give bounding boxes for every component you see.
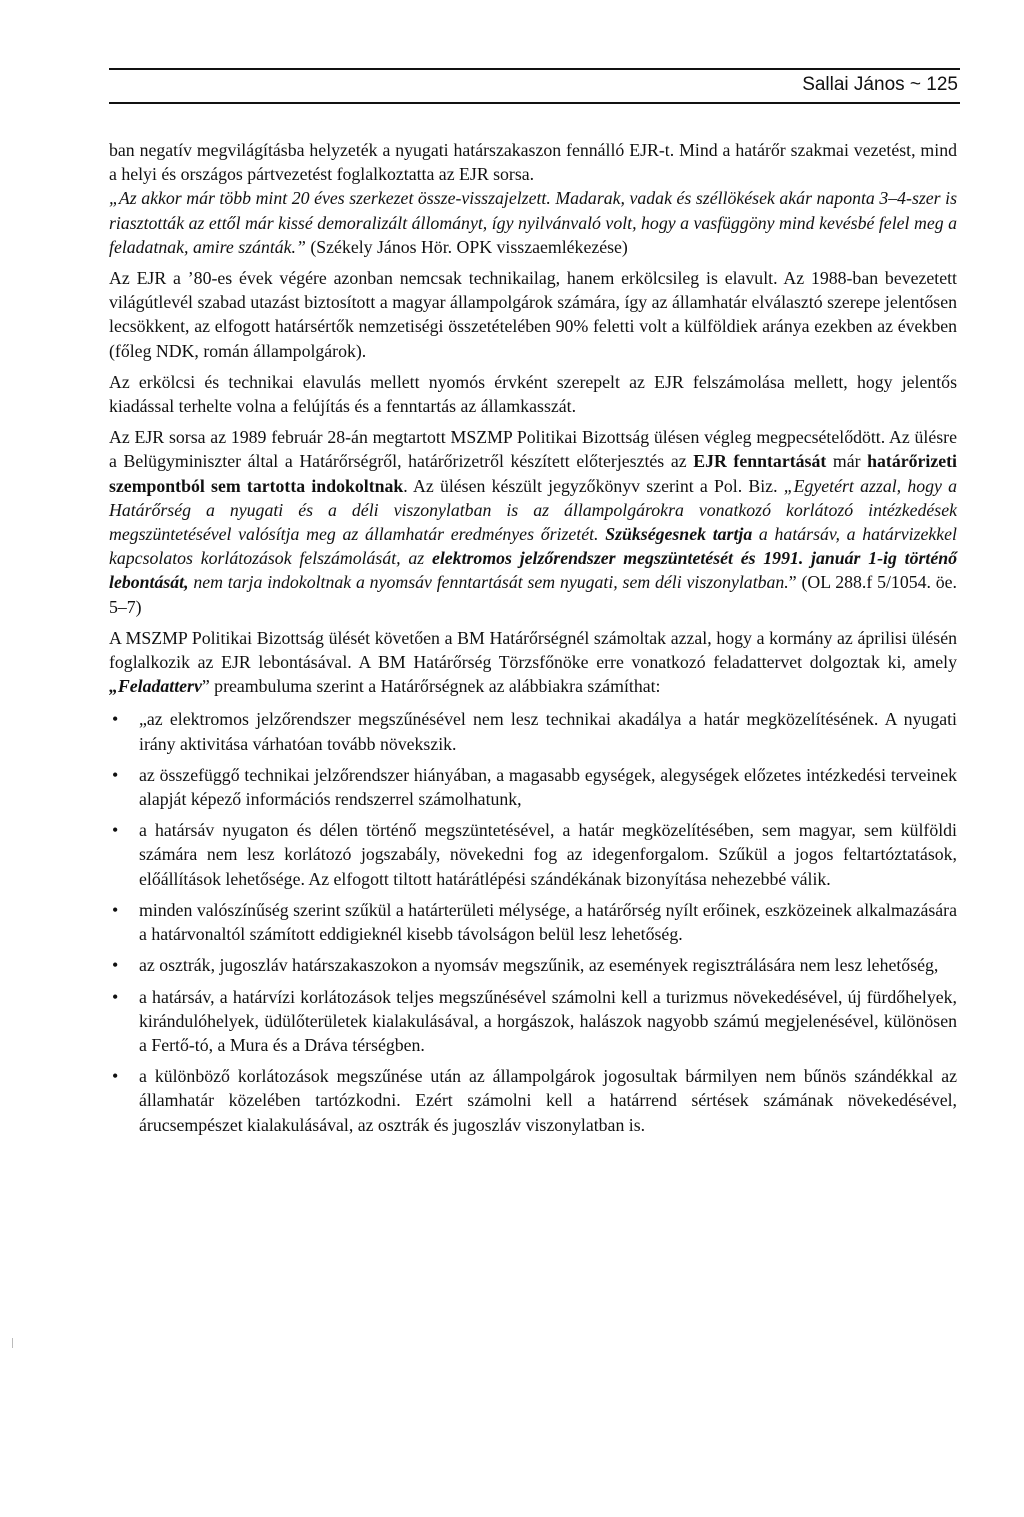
- p5-italic-3: nem tarja indokoltnak a nyomsáv fenntartását sem nyugati, sem déli viszonylatban.: [188, 572, 789, 593]
- header-rule-top: [109, 68, 960, 70]
- paragraph-6: [109, 626, 957, 699]
- bullet-icon: •: [112, 899, 119, 920]
- list-item: [109, 1064, 957, 1137]
- header-rule-bottom: [109, 102, 960, 104]
- paragraph-5: [109, 425, 957, 619]
- list-item: [109, 953, 957, 977]
- p5-italic-1: „Egyetért azzal, hogy a Határőrség a nyugati és a déli viszonylatban is az állampolgárokra vonatkozó korlátozó intézkedések megszüntetésével valósítja meg az államhatár eredményes őrizetét.: [109, 475, 957, 545]
- paragraph-1: ban negatív megvilágításba helyzeték a nyugati határszakaszon fennálló EJR-t. Mind a határőr szakmai vezetést, mind a helyi és országos pártvezetést foglalkoztatta az EJR sorsa.: [109, 140, 957, 185]
- quote-source: (Székely János Hör. OPK visszaemlékezése): [305, 236, 628, 257]
- p5-bold-1: EJR fenntartását: [693, 451, 827, 472]
- scan-edge-mark: [12, 1338, 13, 1348]
- list-item-text: a határsáv, a határvízi korlátozások teljes megszűnésével számolni kell a turizmus növekedésével, új fürdőhelyek, kirándulóhelyek, üdülőterületek kialakulásával, a horgászok, halászok nagyobb számú megjelenésével, különösen a Fertő-tó, a Mura és a Dráva térségben.: [139, 986, 957, 1055]
- list-item-text: minden valószínűség szerint szűkül a határterületi mélysége, a határőrség nyílt erőinek, eszközeinek alkalmazására a határvonaltól számított eddigieknél kisebb távolságon belül lesz lehetőség.: [139, 899, 957, 945]
- bullet-list: [109, 707, 957, 1136]
- bullet-icon: •: [112, 820, 119, 841]
- p5-bold-italic-2: elektromos jelzőrendszer megszüntetését és 1991. január 1-ig történő lebontását,: [109, 548, 958, 593]
- list-item: [109, 985, 957, 1058]
- bullet-icon: •: [112, 986, 119, 1007]
- bullet-icon: •: [112, 1066, 119, 1087]
- bullet-icon: •: [112, 709, 119, 730]
- running-head: Sallai János ~ 125: [802, 74, 958, 95]
- paragraph-quote: [109, 186, 957, 259]
- p6-text-a: A MSZMP Politikai Bizottság ülését követően a BM Határőrségnél számoltak azzal, hogy a kormány az áprilisi ülésén foglalkozik az EJR lebontásával. A BM Határőrség Törzsfőnöke erre vonatkozó feladattervet dolgoztak ki, amely: [109, 627, 957, 673]
- list-item-text: az összefüggő technikai jelzőrendszer hiányában, a magasabb egységek, alegységek előzetes intézkedési terveinek alapját képező információs rendszerrel számolhatunk,: [139, 764, 957, 810]
- list-item: [109, 707, 957, 755]
- list-item-text: az osztrák, jugoszláv határszakaszokon a nyomsáv megszűnik, az események regisztrálására nem lesz lehetőség,: [139, 955, 939, 976]
- p6-bold-italic: „Feladatterv: [109, 676, 202, 697]
- list-item: [109, 898, 957, 946]
- p5-citation: ” (OL 288.f 5/1054. öe. 5–7): [109, 572, 957, 617]
- quote-text: „Az akkor már több mint 20 éves szerkezet össze-visszajelzett. Madarak, vadak és széllökések akár naponta 3–4-szer is riasztották az ettől már kissé demoralizált állományt, így nyilvánvaló volt, hogy a vasfüggöny mind kevésbé felel meg a feladatnak, amire szánták.”: [109, 188, 957, 257]
- list-item: [109, 763, 957, 811]
- bullet-icon: •: [112, 955, 119, 976]
- bullet-icon: •: [112, 764, 119, 785]
- list-item-text: a határsáv nyugaton és délen történő megszüntetésével, a határ megközelítésében, sem magyar, sem külföldi számára nem lesz korlátozó jogszabály, növekedni fog az idegenforgalom. Szűkül a jogos feltartóztatások, előállítások lehetősége. Az elfogott tiltott határátlépési szándékának bizonyítása nehezebbé válik.: [139, 820, 957, 889]
- p5-bold-italic-1: Szükségesnek tartja: [605, 524, 753, 545]
- p5-text-d: . Az ülésen készült jegyzőkönyv szerint a Pol. Biz.: [403, 475, 784, 496]
- p5-italic-2: a határsáv, a határvizekkel kapcsolatos korlátozások felszámolását, az: [109, 524, 958, 569]
- p5-text-a: Az EJR sorsa az 1989 február 28-án megtartott MSZMP Politikai Bizottság ülésen végleg megpecsételődött. Az ülésre a Belügyminiszter által a Határőrségről, határőrizetről készített előterjesztés az: [109, 427, 957, 472]
- list-item-text: „az elektromos jelzőrendszer megszűnésével nem lesz technikai akadálya a határ megközelítésének. A nyugati irány aktivitása várhatóan tovább növekszik.: [139, 709, 957, 754]
- p5-text-c: már: [826, 451, 868, 472]
- paragraph-3: Az EJR a ’80-es évek végére azonban nemcsak technikailag, hanem erkölcsileg is elavult. Az 1988-ban bevezetett világútlevél szabad utazást biztosított a magyar állampolgárok számára, így az államhatár elválasztó szerepe jelentősen lecsökkent, az elfogott határsértők nemzetiségi összetételében 90% feletti volt a külföldiek aránya ezekben az években (főleg NDK, román állampolgárok).: [109, 268, 957, 361]
- p5-bold-2: határőrizeti szempontból sem tartotta indokoltnak: [109, 451, 957, 496]
- p6-text-b: ” preambuluma szerint a Határőrségnek az alábbiakra számíthat:: [201, 676, 661, 697]
- list-item-text: a különböző korlátozások megszűnése után az állampolgárok jogosultak bármilyen nem bűnös szándékkal az államhatár közelében tartózkodni. Ezért számolni kell a határrend sértések számának növekedésével, árucsempészet kialakulásával, az osztrák és jugoszláv viszonylatban is.: [139, 1066, 957, 1135]
- body-text: [109, 138, 957, 1144]
- list-item: [109, 818, 957, 891]
- paragraph-4: Az erkölcsi és technikai elavulás mellett nyomós érvként szerepelt az EJR felszámolása mellett, hogy jelentős kiadással terhelte volna a felújítás és a fenntartás az államkasszát.: [109, 371, 957, 417]
